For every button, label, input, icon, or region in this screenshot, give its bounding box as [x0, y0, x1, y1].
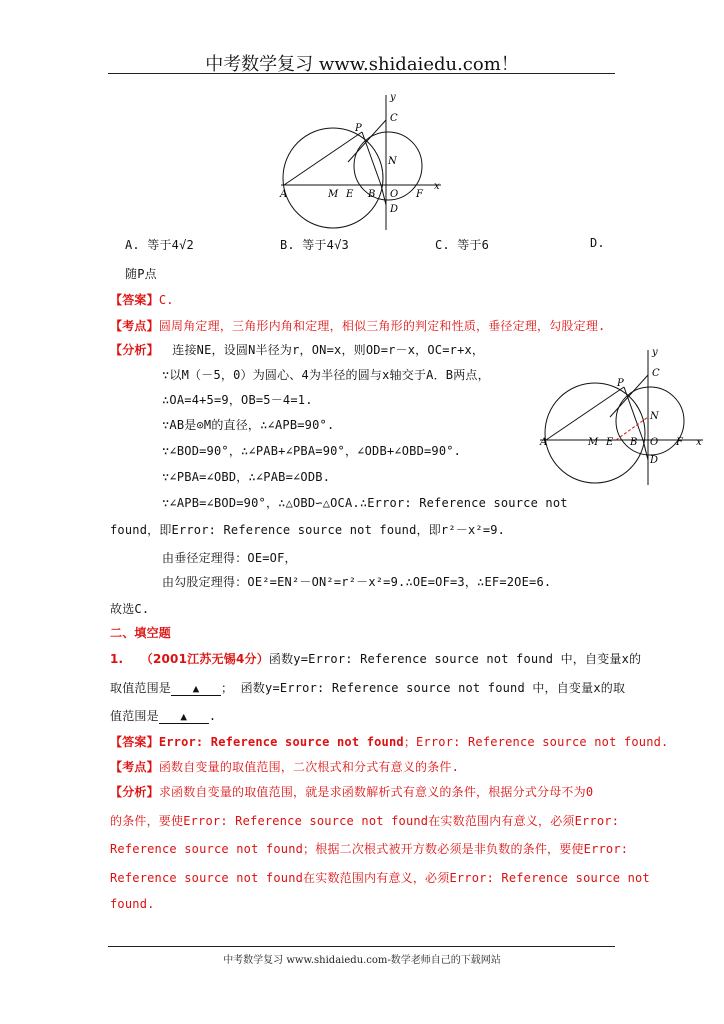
- option-c: C. 等于6: [435, 238, 490, 252]
- q1-analysis-text-4: Reference source not found在实数范围内有意义，必须Error: Reference source not: [110, 871, 650, 885]
- q1-analysis-text-2: 的条件，要使Error: Reference source not found在实数范围内有意义，必须Error:: [110, 814, 620, 828]
- segment-ac: [348, 120, 386, 162]
- section-fill-blank-title: 二、填空题: [110, 626, 172, 640]
- fig2-label-m: M: [588, 437, 599, 448]
- option-d-continued: 随P点: [125, 267, 157, 281]
- segment-ap: [284, 132, 362, 185]
- geometry-figure-top: [276, 90, 446, 230]
- analysis-text-3: ∴OA=4+5=9，OB=5－4=1.: [162, 393, 313, 407]
- q1-number: 1.: [110, 652, 124, 666]
- q1-answer-tag: 【答案】: [110, 735, 159, 749]
- fig1-label-d: D: [390, 204, 399, 215]
- q1-analysis-line-1: [110, 783, 593, 800]
- q1-stem-3a: 值范围是: [110, 709, 159, 723]
- fig1-label-n: N: [388, 156, 397, 167]
- fig2-label-y: y: [652, 347, 658, 358]
- q1-answer-rest: ；Error: Reference source not found.: [403, 735, 669, 749]
- analysis-text-4: ∵AB是⊙M的直径，∴∠APB=90°.: [162, 418, 335, 432]
- answer-line: [110, 291, 174, 308]
- analysis-text-9: 由垂径定理得：OE=OF，: [162, 551, 297, 565]
- fig2-label-b: B: [630, 437, 638, 448]
- segment-bd: [381, 185, 386, 205]
- segment-pb: [362, 132, 381, 185]
- q1-stem-2b: ； 函数y=Error: Reference source not found 中，自变量x的取: [221, 681, 626, 695]
- q1-blank-1[interactable]: ▲: [171, 682, 221, 696]
- analysis-line-1: [110, 341, 484, 358]
- q1-source: （2001江苏无锡4分）: [140, 652, 269, 666]
- answer-tag: 【答案】: [110, 293, 159, 307]
- fig1-label-p: P: [355, 123, 362, 134]
- analysis-tag: 【分析】: [110, 343, 159, 357]
- option-d: D.: [590, 236, 605, 250]
- fig1-label-f: F: [416, 189, 423, 200]
- fig2-label-d: D: [650, 455, 659, 466]
- q1-stem-1: 函数y=Error: Reference source not found 中，自变量x的: [268, 652, 642, 666]
- geometry-figure-analysis: [538, 345, 708, 485]
- fig2-label-e: E: [606, 437, 614, 448]
- option-b: B. 等于4√3: [280, 238, 349, 252]
- footer-rule: [108, 946, 615, 947]
- page-header-title: 中考数学复习 www.shidaiedu.com！: [205, 54, 519, 75]
- fig2-label-o: O: [650, 437, 659, 448]
- q1-analysis-text-1: 求函数自变量的取值范围，就是求函数解析式有意义的条件，根据分式分母不为0: [158, 785, 594, 799]
- fig2-label-x: x: [696, 437, 702, 448]
- q1-kaodian-text: 函数自变量的取值范围，二次根式和分式有意义的条件.: [158, 760, 460, 774]
- header-rule: [108, 73, 615, 74]
- q1-kaodian-line: [110, 758, 459, 775]
- analysis-text-7: ∵∠APB=∠BOD=90°，∴△OBD∽△OCA.∴Error: Reference source not: [162, 496, 568, 510]
- analysis-text-5: ∵∠BOD=90°，∴∠PAB+∠PBA=90°，∠ODB+∠OBD=90°.: [162, 444, 462, 458]
- q1-analysis-tag: 【分析】: [110, 785, 159, 799]
- q1-line-1: [110, 650, 641, 667]
- analysis-text-1: 连接NE，设圆N半径为r，ON=x，则OD=r－x，OC=r+x，: [172, 343, 485, 357]
- q1-line-2: [110, 679, 625, 696]
- segment-bd: [643, 440, 648, 460]
- analysis-text-8: found，即Error: Reference source not found，即r²－x²=9.: [110, 523, 506, 537]
- fig2-label-c: C: [652, 368, 660, 379]
- fig1-label-x: x: [434, 181, 440, 192]
- q1-analysis-text-3: Reference source not found；根据二次根式被开方数必须是非负数的条件，要使Error:: [110, 842, 629, 856]
- fig1-label-a: A: [280, 189, 288, 200]
- fig1-label-c: C: [390, 113, 398, 124]
- segment-ap: [546, 387, 624, 440]
- segment-ac: [610, 375, 648, 417]
- fig1-label-e: E: [346, 189, 354, 200]
- q1-blank-2[interactable]: ▲: [159, 710, 209, 724]
- fig1-label-o: O: [390, 189, 399, 200]
- fig2-label-p: P: [617, 378, 624, 389]
- circle-m: [545, 383, 645, 483]
- analysis-text-6: ∵∠PBA=∠OBD，∴∠PAB=∠ODB.: [162, 470, 331, 484]
- q1-answer-main: Error: Reference source not found: [158, 735, 404, 749]
- kaodian-tag: 【考点】: [110, 319, 159, 333]
- kaodian-text: 圆周角定理，三角形内角和定理，相似三角形的判定和性质，垂径定理，勾股定理.: [158, 319, 606, 333]
- option-a: A. 等于4√2: [125, 238, 194, 252]
- analysis-text-10: 由勾股定理得：OE²=EN²－ON²=r²－x²=9.∴OE=OF=3，∴EF=2OE=6.: [162, 575, 552, 589]
- fig1-label-m: M: [328, 189, 339, 200]
- q1-answer-line: [110, 733, 668, 750]
- analysis-text-2: ∵以M（－5，0）为圆心、4为半径的圆与x轴交于A．B两点，: [162, 368, 490, 382]
- fig2-label-f: F: [676, 437, 683, 448]
- page-footer-text: 中考数学复习 www.shidaiedu.com-数学老师自己的下载网站: [223, 955, 501, 966]
- circle-m: [283, 128, 383, 228]
- fig2-label-n: N: [650, 411, 659, 422]
- q1-stem-2a: 取值范围是: [110, 681, 172, 695]
- fig1-label-y: y: [390, 92, 396, 103]
- q1-analysis-text-5: found.: [110, 897, 155, 911]
- q1-kaodian-tag: 【考点】: [110, 760, 159, 774]
- kaodian-line: [110, 317, 605, 334]
- fig1-label-b: B: [368, 189, 376, 200]
- fig2-label-a: A: [540, 437, 548, 448]
- segment-pb: [624, 387, 643, 440]
- analysis-conclusion: 故选C.: [110, 602, 150, 616]
- q1-stem-3b: .: [208, 709, 217, 723]
- q1-line-3: [110, 707, 216, 724]
- answer-text: C.: [158, 293, 174, 307]
